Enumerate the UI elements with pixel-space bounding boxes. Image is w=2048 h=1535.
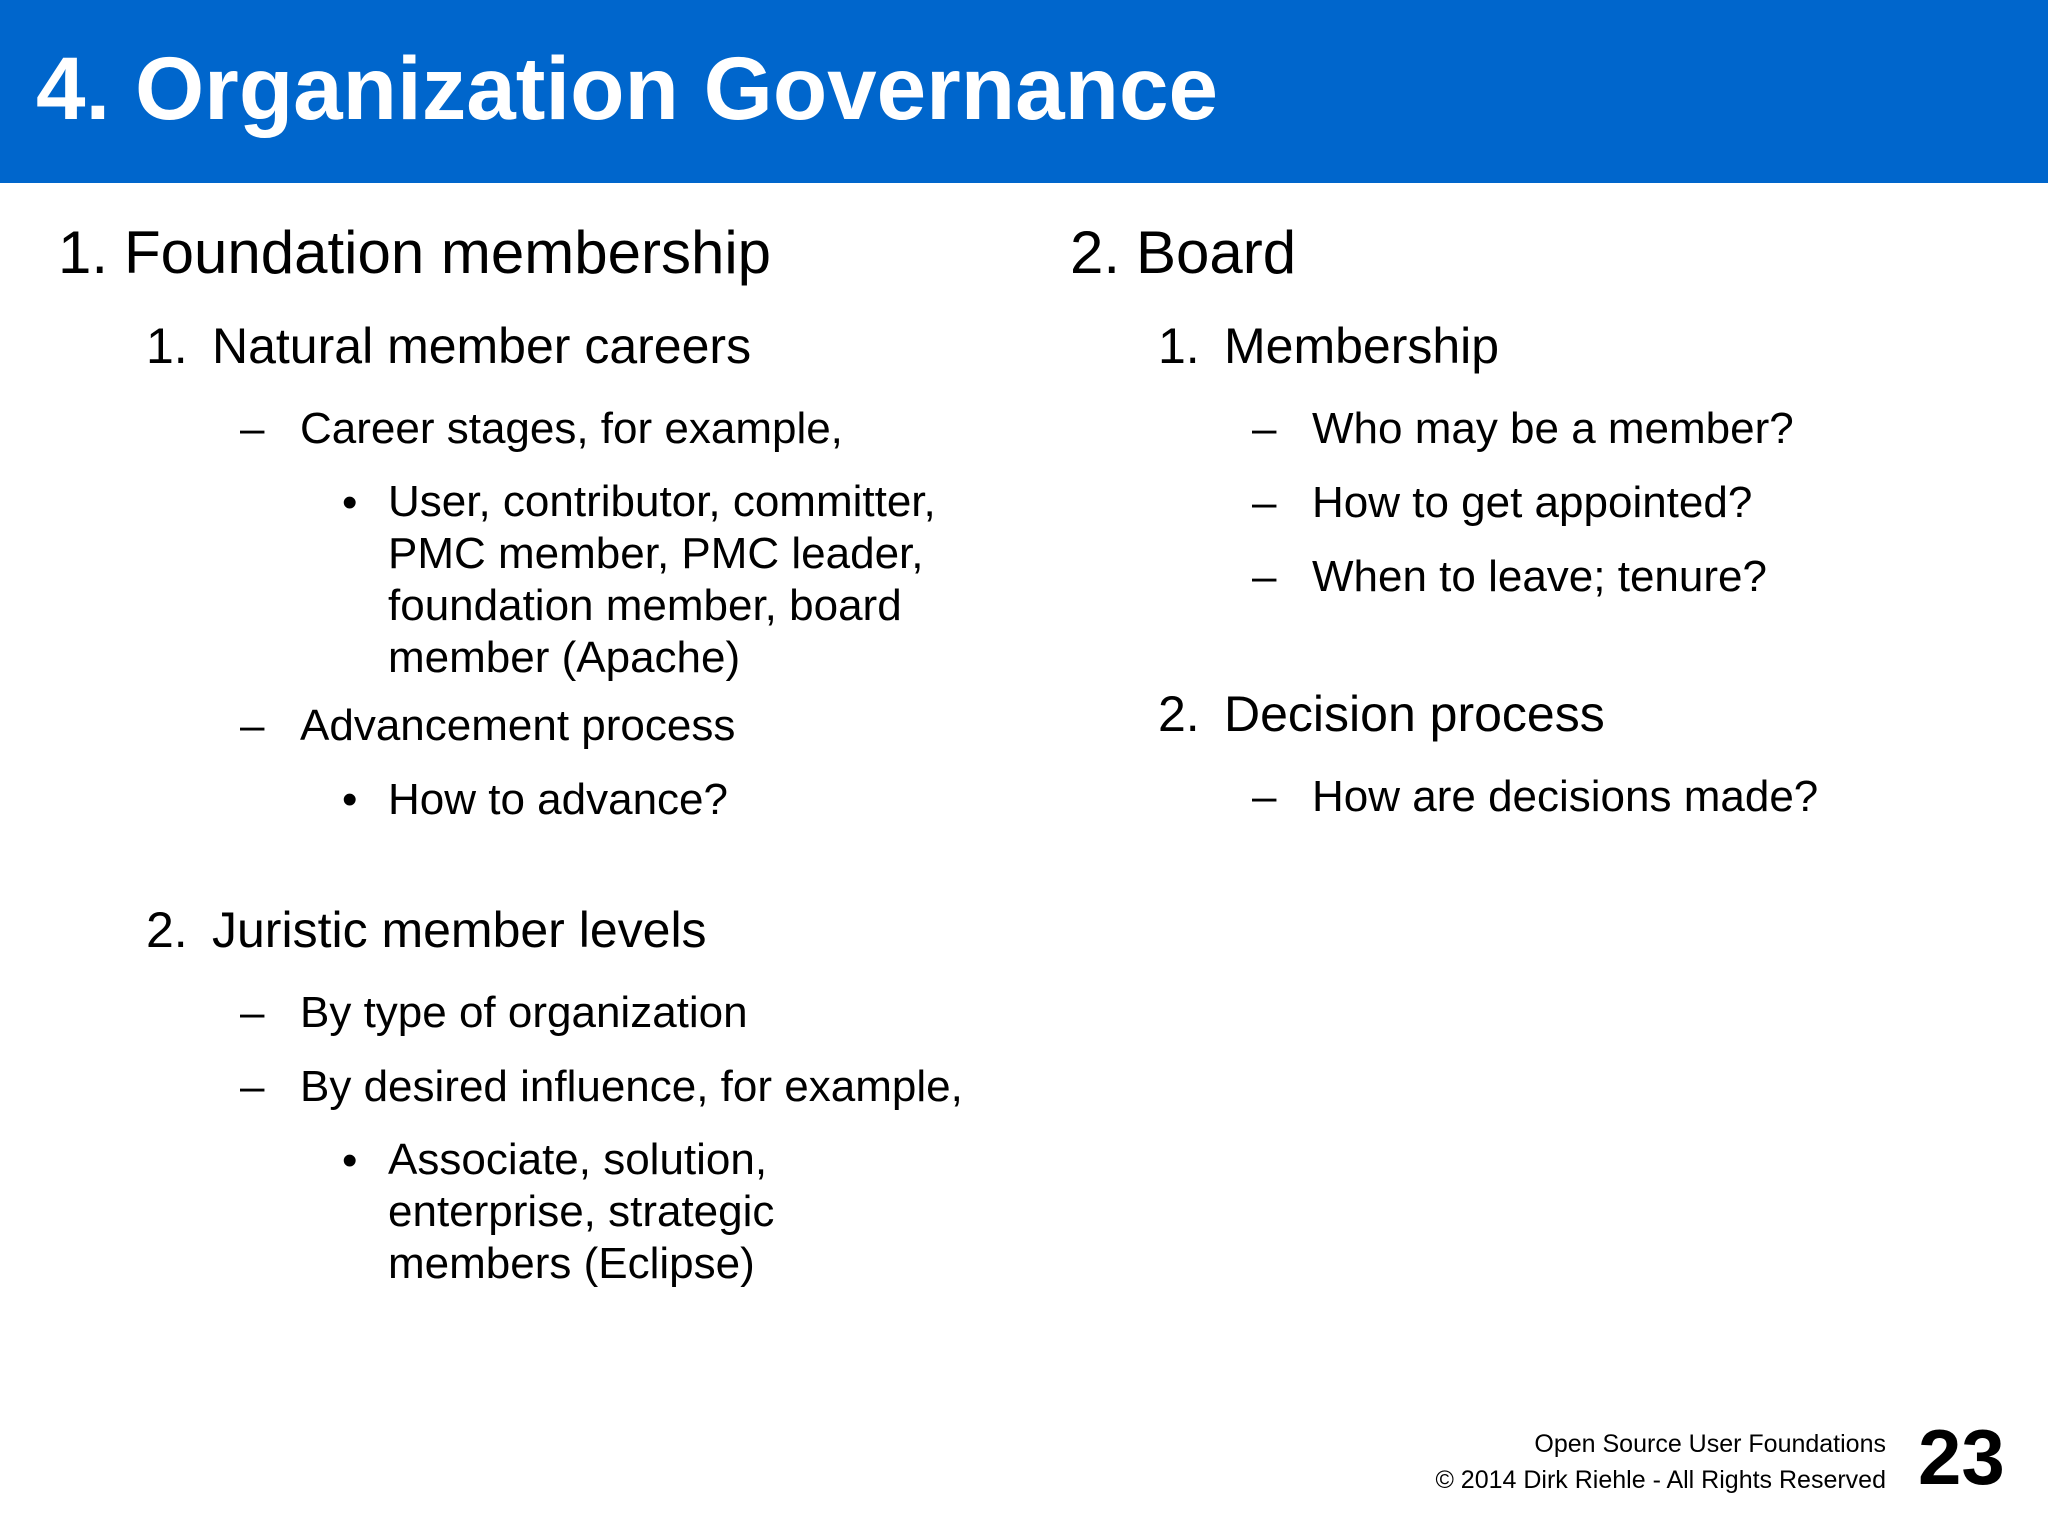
left-item-1 (146, 318, 752, 376)
footer-title: Open Source User Foundations (1534, 1430, 1886, 1458)
right-item-1-sub-1 (1252, 404, 1794, 455)
bullet-icon: • (342, 775, 358, 824)
left-item-2 (146, 902, 707, 960)
sub-label: How to get appointed? (1312, 478, 1753, 527)
sub-label: Advancement process (300, 701, 736, 750)
left-item-1-number: 1. (146, 318, 188, 374)
left-heading (58, 218, 772, 287)
bullet-text: How to advance? (388, 775, 728, 824)
dash-icon: – (1252, 772, 1277, 821)
page-number: 23 (1918, 1413, 2005, 1501)
right-item-2-number: 2. (1158, 686, 1200, 742)
left-item-1-sub-1 (240, 404, 843, 455)
right-item-2-label: Decision process (1224, 686, 1605, 742)
left-item-2-label: Juristic member levels (212, 902, 707, 958)
left-item-1-label: Natural member careers (212, 318, 752, 374)
dash-icon: – (240, 404, 265, 453)
bullet-icon: • (342, 1136, 358, 1185)
footer-copyright: © 2014 Dirk Riehle - All Rights Reserved (1435, 1466, 1886, 1494)
right-heading-text: Board (1136, 219, 1297, 286)
sub-label: How are decisions made? (1312, 772, 1819, 821)
sub-label: Career stages, for example, (300, 404, 843, 453)
bullet-text: Associate, solution, enterprise, strategic members (Eclipse) (388, 1135, 775, 1288)
sub-label: By type of organization (300, 988, 748, 1037)
left-item-1-sub-2 (240, 701, 736, 752)
right-heading-number: 2. (1070, 219, 1121, 286)
sub-label: By desired influence, for example, (300, 1062, 963, 1111)
dash-icon: – (1252, 404, 1277, 453)
dash-icon: – (240, 988, 265, 1037)
right-item-1-sub-2 (1252, 478, 1753, 529)
sub-label: When to leave; tenure? (1312, 552, 1767, 601)
right-item-1-sub-3 (1252, 552, 1767, 603)
right-item-1-number: 1. (1158, 318, 1200, 374)
title-bar (0, 0, 2048, 183)
left-heading-number: 1. (58, 219, 109, 286)
right-item-2-sub-1 (1252, 772, 1819, 823)
right-heading (1070, 218, 1297, 287)
right-item-2 (1158, 686, 1605, 744)
slide-title: 4. Organization Governance (36, 38, 1219, 138)
left-item-2-sub-1 (240, 988, 748, 1039)
dash-icon: – (240, 1062, 265, 1111)
right-item-1-label: Membership (1224, 318, 1500, 374)
sub-label: Who may be a member? (1312, 404, 1794, 453)
left-heading-text: Foundation membership (124, 219, 772, 286)
dash-icon: – (1252, 478, 1277, 527)
left-item-1-sub-2-bullet-1 (342, 775, 728, 826)
left-item-2-sub-2-bullet-1 (342, 1136, 357, 1187)
left-item-2-sub-2 (240, 1062, 963, 1113)
bullet-text: User, contributor, committer, PMC member, PMC leader, foundation member, board member (Apache) (388, 477, 936, 682)
left-item-2-number: 2. (146, 902, 188, 958)
right-item-1 (1158, 318, 1500, 376)
dash-icon: – (240, 701, 265, 750)
bullet-icon: • (342, 478, 358, 527)
left-item-1-sub-1-bullet-1 (342, 478, 357, 529)
dash-icon: – (1252, 552, 1277, 601)
